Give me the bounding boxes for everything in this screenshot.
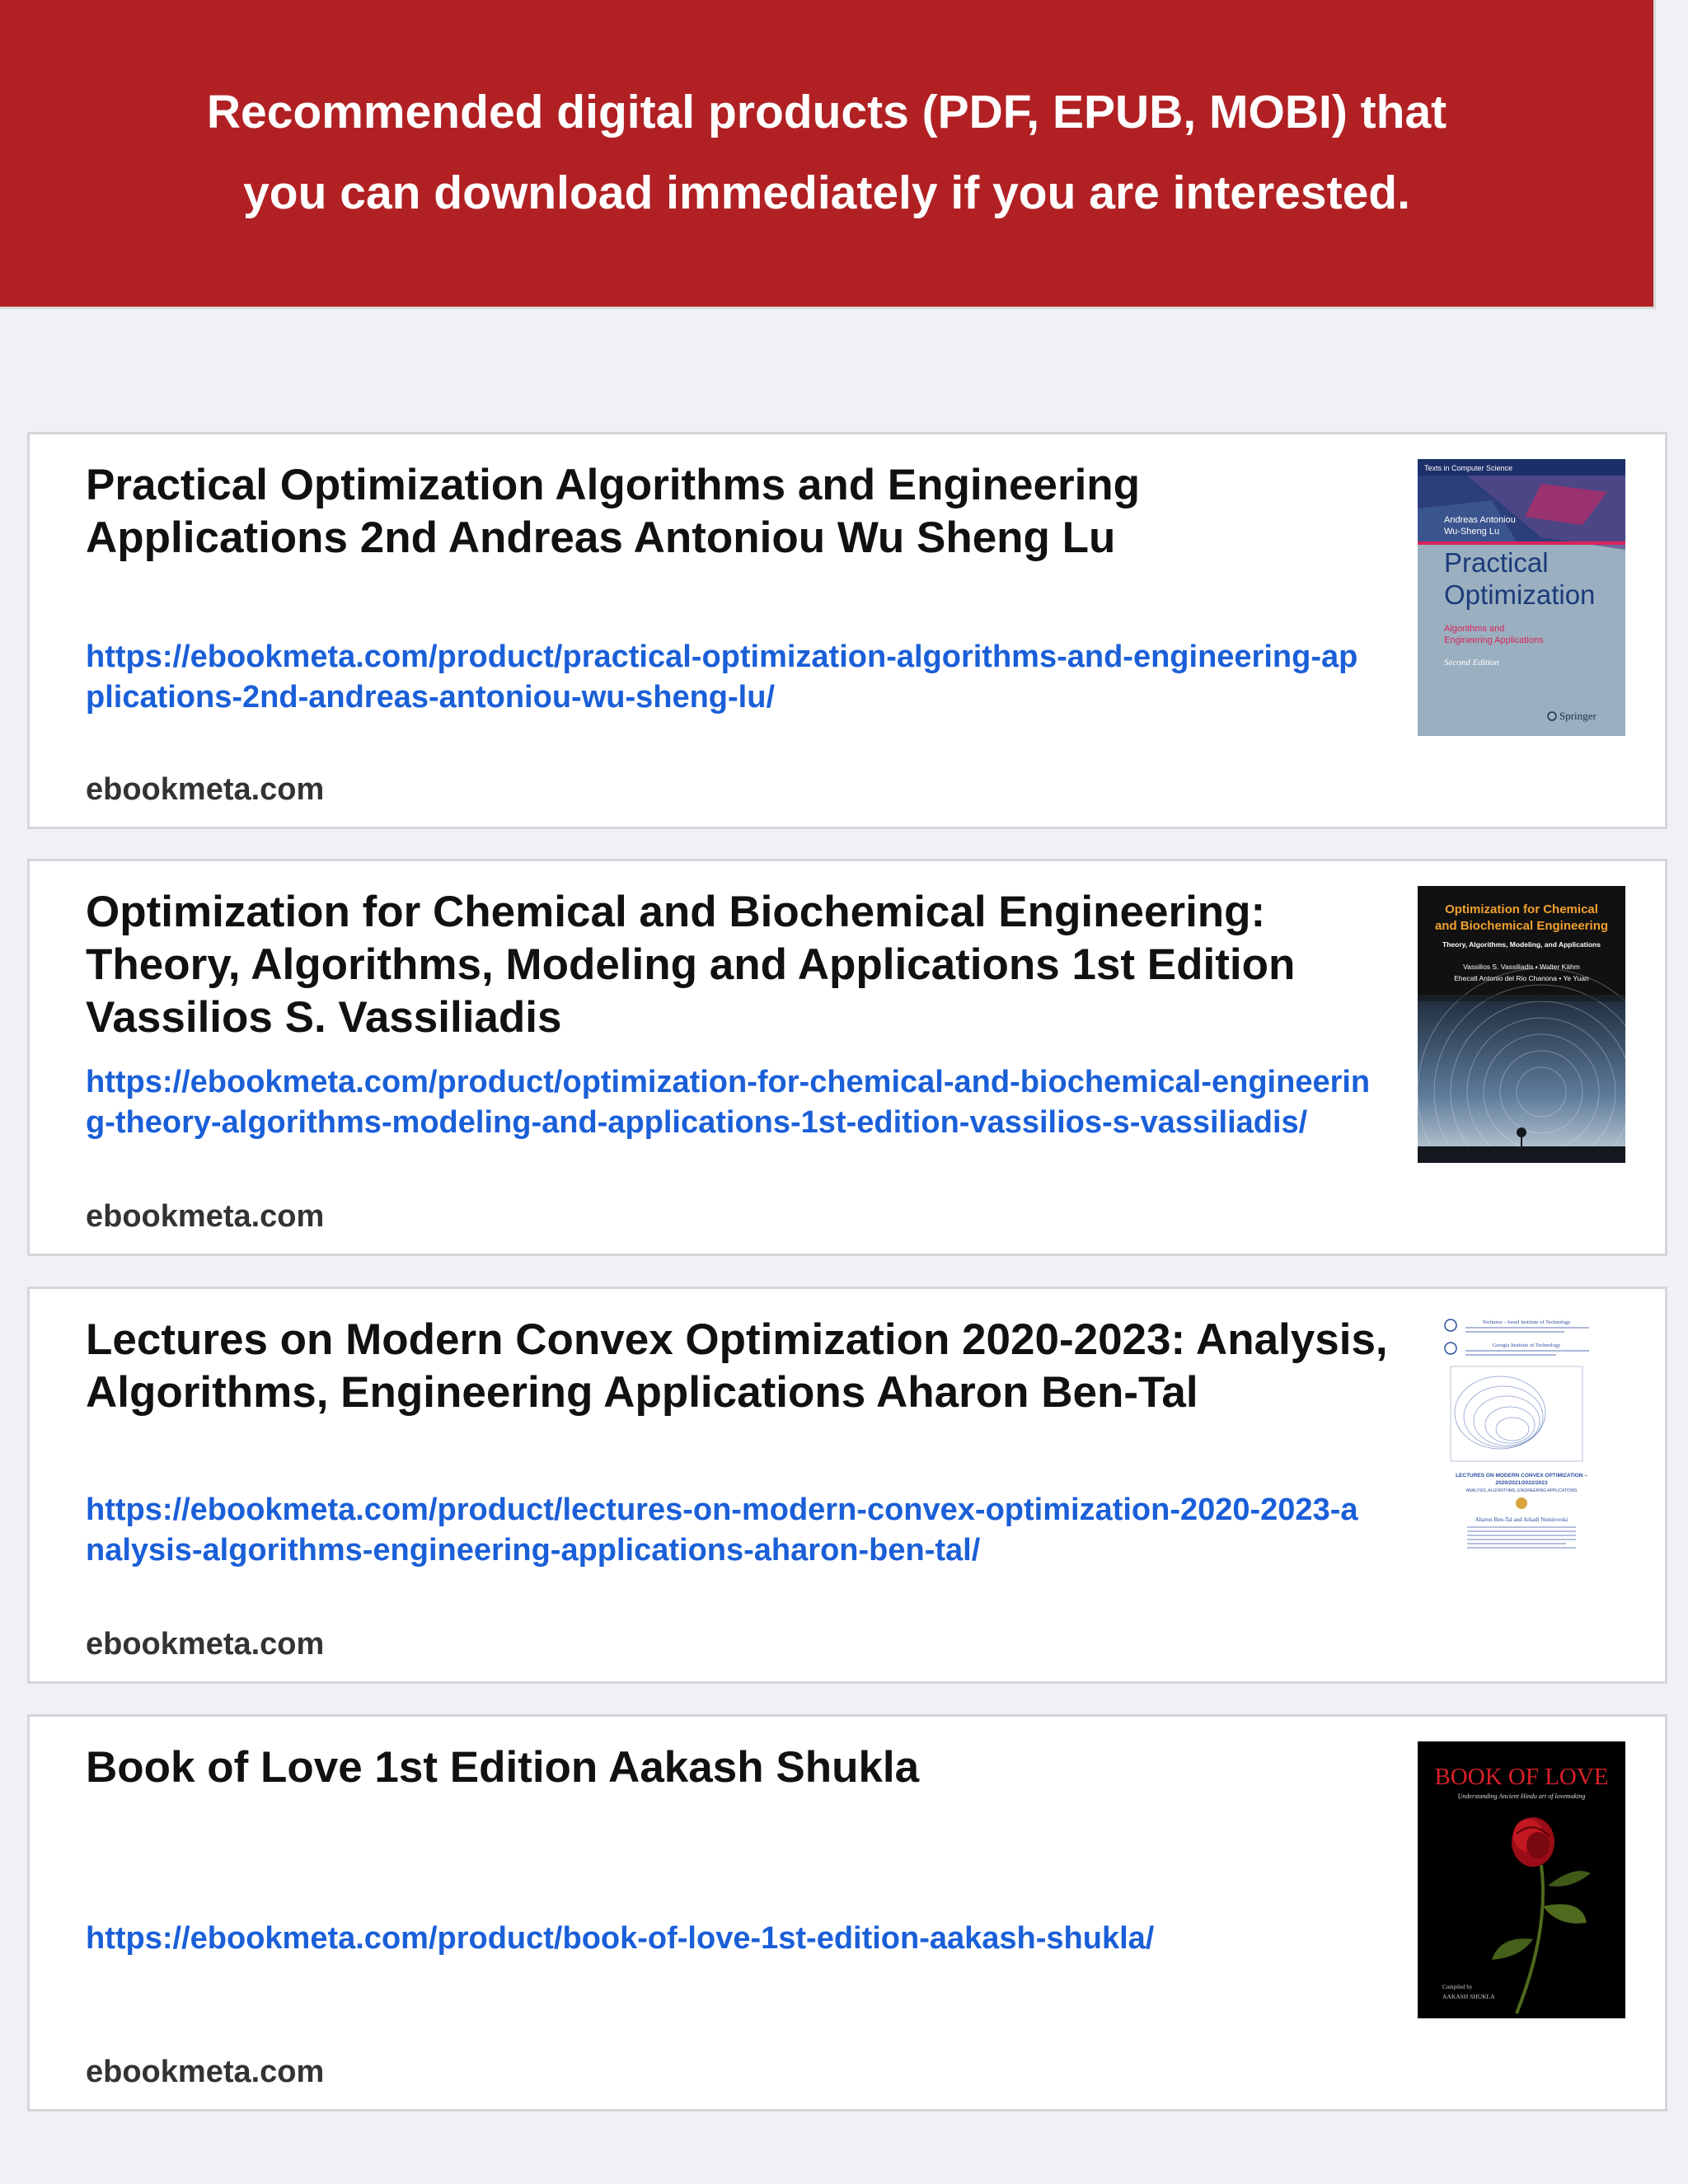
cover-title: LECTURES ON MODERN CONVEX OPTIMIZATION – bbox=[1456, 1473, 1587, 1479]
cover-title-2: Optimization bbox=[1444, 579, 1596, 610]
cover-compiled: Compiled by bbox=[1442, 1984, 1473, 1990]
product-title: Lectures on Modern Convex Optimization 2020-2023: Analysis, Algorithms, Engineering Applications Aharon Ben-Tal bbox=[86, 1315, 1388, 1417]
cover-title-2: and Biochemical Engineering bbox=[1434, 919, 1609, 933]
cover-publisher: Springer bbox=[1559, 710, 1597, 722]
book-cover-image bbox=[1418, 459, 1625, 736]
cover-subtitle: Theory, Algorithms, Modeling, and Applications bbox=[1442, 940, 1601, 949]
product-link[interactable]: https://ebookmeta.com/product/book-of-love-1st-edition-aakash-shukla/ bbox=[86, 1921, 1155, 1956]
cover-subtitle-1: Algorithms and bbox=[1444, 624, 1505, 634]
cover-authors-2: Ehecatl Antonio del Rio Chanona • Ye Yuan bbox=[1454, 974, 1589, 982]
cover-title: BOOK OF LOVE bbox=[1434, 1764, 1609, 1790]
cover-years: 2020/2021/2022/2023 bbox=[1495, 1480, 1548, 1486]
cover-author: AAKASH SHUKLA bbox=[1442, 1993, 1495, 2000]
product-card bbox=[27, 432, 1667, 829]
cover-authors: Aharon Ben-Tal and Arkadi Nemirovski bbox=[1475, 1516, 1568, 1523]
book-cover[interactable] bbox=[1418, 459, 1625, 736]
banner-line-1: Recommended digital products (PDF, EPUB, MOBI) that bbox=[206, 86, 1447, 138]
seal-icon bbox=[1516, 1497, 1527, 1509]
product-source: ebookmeta.com bbox=[86, 1199, 325, 1234]
cover-author-2: Wu-Sheng Lu bbox=[1444, 527, 1500, 537]
product-link[interactable]: https://ebookmeta.com/product/practical-optimization-algorithms-and-engineering-applications-2nd-andreas-antoniou-wu-sheng-lu/ bbox=[86, 640, 1358, 715]
book-cover[interactable] bbox=[1418, 1741, 1625, 2018]
cover-inst-2: Georgia Institute of Technology bbox=[1492, 1343, 1561, 1348]
product-link[interactable]: https://ebookmeta.com/product/lectures-on-modern-convex-optimization-2020-2023-analysis-algorithms-engineering-applications-aharon-ben-tal/ bbox=[86, 1493, 1358, 1568]
book-cover-image bbox=[1418, 1314, 1625, 1591]
book-cover[interactable] bbox=[1418, 1314, 1625, 1591]
product-link[interactable]: https://ebookmeta.com/product/optimization-for-chemical-and-biochemical-engineering-theory-algorithms-modeling-and-applications-1st-edition-vassilios-s-vassiliadis/ bbox=[86, 1065, 1371, 1140]
tree-icon bbox=[1517, 1127, 1526, 1137]
book-cover[interactable] bbox=[1418, 886, 1625, 1163]
product-title: Book of Love 1st Edition Aakash Shukla bbox=[86, 1743, 920, 1792]
cover-authors-1: Vassilios S. Vassiliadis • Walter Kähm bbox=[1463, 963, 1580, 971]
cover-title-1: Optimization for Chemical bbox=[1445, 902, 1598, 916]
cover-subtitle-2: Engineering Applications bbox=[1444, 635, 1544, 645]
cover-inst-1: Technion – Israel Institute of Technology bbox=[1482, 1319, 1571, 1325]
banner-line-2: you can download immediately if you are interested. bbox=[243, 166, 1410, 219]
product-title: Optimization for Chemical and Biochemical Engineering: Theory, Algorithms, Modeling and Applications 1st Edition Vassilios S. Vassiliadis bbox=[86, 888, 1296, 1042]
cover-subtitle: Understanding Ancient Hindu art of lovemaking bbox=[1457, 1793, 1586, 1800]
book-cover-image bbox=[1418, 886, 1625, 1163]
cover-edition: Second Edition bbox=[1444, 658, 1499, 668]
product-card bbox=[27, 1286, 1667, 1684]
product-card bbox=[27, 1714, 1667, 2111]
banner-text bbox=[44, 72, 1610, 233]
cover-author-1: Andreas Antoniou bbox=[1444, 515, 1516, 525]
product-card bbox=[27, 859, 1667, 1256]
product-source: ebookmeta.com bbox=[86, 772, 325, 807]
product-source: ebookmeta.com bbox=[86, 2055, 325, 2089]
book-cover-image bbox=[1418, 1741, 1625, 2018]
cover-title-1: Practical bbox=[1444, 547, 1549, 578]
product-title: Practical Optimization Algorithms and Engineering Applications 2nd Andreas Antoniou Wu Sheng Lu bbox=[86, 461, 1141, 562]
header-banner bbox=[0, 0, 1656, 309]
cover-series: Texts in Computer Science bbox=[1424, 464, 1513, 472]
product-source: ebookmeta.com bbox=[86, 1627, 325, 1661]
cover-sub: ANALYSIS, ALGORITHMS, ENGINEERING APPLICATIONS bbox=[1465, 1488, 1578, 1493]
